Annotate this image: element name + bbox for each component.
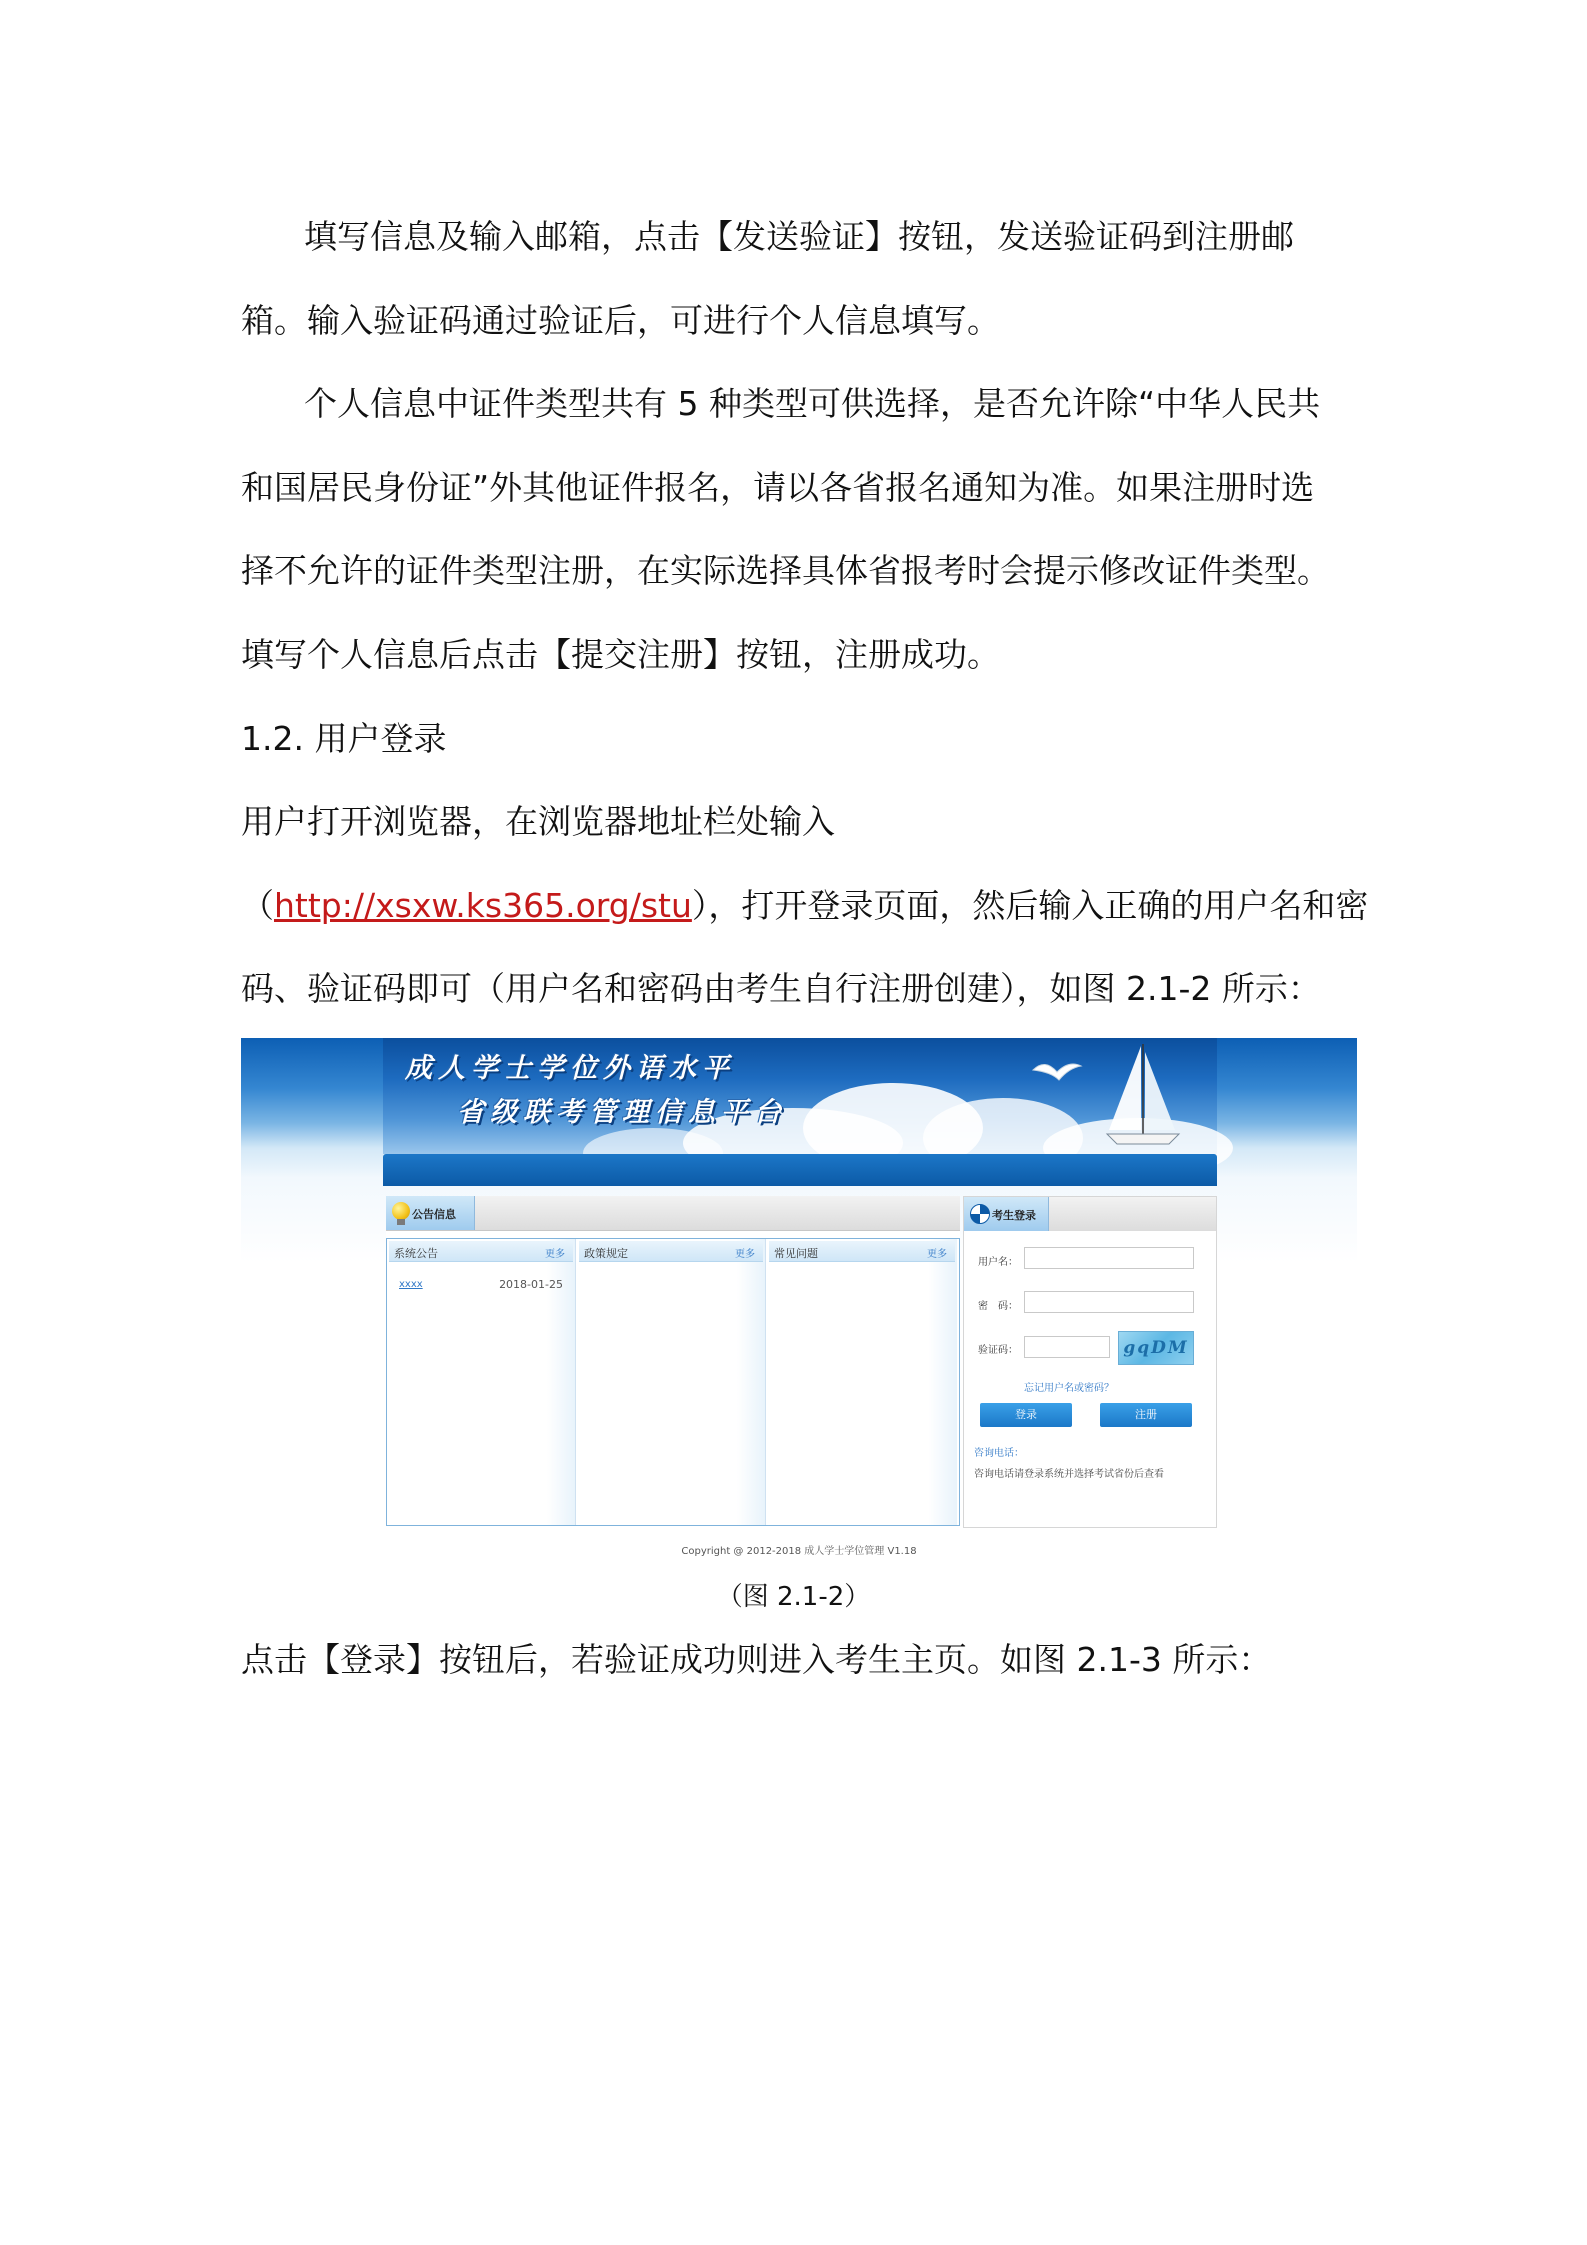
notice-tab[interactable] (386, 1196, 475, 1230)
captcha-input[interactable] (1024, 1336, 1110, 1358)
column-title: 常见问题 (774, 1247, 818, 1260)
notice-header (386, 1196, 960, 1231)
login-tab[interactable] (964, 1197, 1049, 1231)
paragraph-4-line-1: 用户打开浏览器，在浏览器地址栏处输入 (241, 802, 835, 841)
hotline-title: 咨询电话： (974, 1448, 1024, 1459)
register-button[interactable]: 注册 (1100, 1403, 1192, 1427)
shield-icon (970, 1204, 990, 1224)
paragraph-1-line-2: 箱。输入验证码通过验证后，可进行个人信息填写。 (241, 301, 1000, 340)
paragraph-4-rest: ），打开登录页面，然后输入正确的用户名和密 (691, 886, 1369, 925)
bulb-base-icon (397, 1219, 405, 1225)
column-header (389, 1241, 573, 1262)
login-tab-label: 考生登录 (992, 1209, 1036, 1222)
paragraph-2-line-3: 择不允许的证件类型注册，在实际选择具体省报考时会提示修改证件类型。 (241, 551, 1330, 590)
column-faq (767, 1239, 957, 1525)
section-heading: 1.2. 用户登录 (241, 719, 447, 758)
sailboat-icon (1103, 1042, 1183, 1150)
paren-open: （ (241, 886, 274, 925)
username-label: 用户名： (978, 1257, 1018, 1268)
more-link[interactable]: 更多 (927, 1249, 947, 1260)
paragraph-5: 点击【登录】按钮后，若验证成功则进入考生主页。如图 2.1-3 所示： (241, 1640, 1272, 1679)
login-panel (963, 1196, 1217, 1528)
paragraph-2-line-1: 个人信息中证件类型共有 5 种类型可供选择，是否允许除“中华人民共 (304, 384, 1321, 423)
forgot-password-link[interactable]: 忘记用户名或密码？ (1024, 1383, 1114, 1394)
paragraph-1-line-1: 填写信息及输入邮箱，点击【发送验证】按钮，发送验证码到注册邮 (304, 217, 1294, 256)
hotline-text: 咨询电话请登录系统并选择考试省份后查看 (974, 1469, 1164, 1480)
captcha-image[interactable]: gqDM (1118, 1331, 1194, 1365)
notice-item-link[interactable]: xxxx (399, 1279, 423, 1290)
login-header (964, 1197, 1216, 1231)
paragraph-2-line-2: 和国居民身份证”外其他证件报名，请以各省报名通知为准。如果注册时选 (241, 468, 1315, 507)
more-link[interactable]: 更多 (735, 1249, 755, 1260)
paragraph-3: 填写个人信息后点击【提交注册】按钮，注册成功。 (241, 635, 1000, 674)
nav-bar (383, 1154, 1217, 1186)
notice-panel (386, 1196, 960, 1526)
password-label: 密 码： (978, 1301, 1018, 1312)
column-title: 政策规定 (584, 1247, 628, 1260)
more-link[interactable]: 更多 (545, 1249, 565, 1260)
paragraph-4-line-2 (241, 886, 1368, 926)
column-title: 系统公告 (394, 1247, 438, 1260)
captcha-label: 验证码： (978, 1345, 1018, 1356)
login-page-screenshot (241, 1038, 1357, 1557)
notice-item-date: 2018-01-25 (499, 1278, 563, 1291)
banner-title-1: 成人学士学位外语水平 (405, 1053, 735, 1084)
notice-columns (386, 1238, 960, 1526)
login-url-link[interactable]: http://xsxw.ks365.org/stu (274, 886, 692, 925)
banner (383, 1038, 1217, 1154)
username-input[interactable] (1024, 1247, 1194, 1269)
bulb-icon (392, 1202, 410, 1220)
figure-caption: （图 2.1-2） (716, 1582, 871, 1612)
password-input[interactable] (1024, 1291, 1194, 1313)
column-policy (577, 1239, 766, 1525)
login-button[interactable]: 登录 (980, 1403, 1072, 1427)
banner-title-2: 省级联考管理信息平台 (457, 1097, 787, 1128)
notice-tab-label: 公告信息 (412, 1208, 456, 1221)
paragraph-4-line-3: 码、验证码即可（用户名和密码由考生自行注册创建），如图 2.1-2 所示： (241, 969, 1321, 1008)
column-system-notice (387, 1239, 576, 1525)
seagull-icon (1031, 1056, 1083, 1090)
column-header (769, 1241, 955, 1262)
column-header (579, 1241, 763, 1262)
copyright: Copyright @ 2012-2018 成人学士学位管理 V1.18 (681, 1546, 917, 1557)
